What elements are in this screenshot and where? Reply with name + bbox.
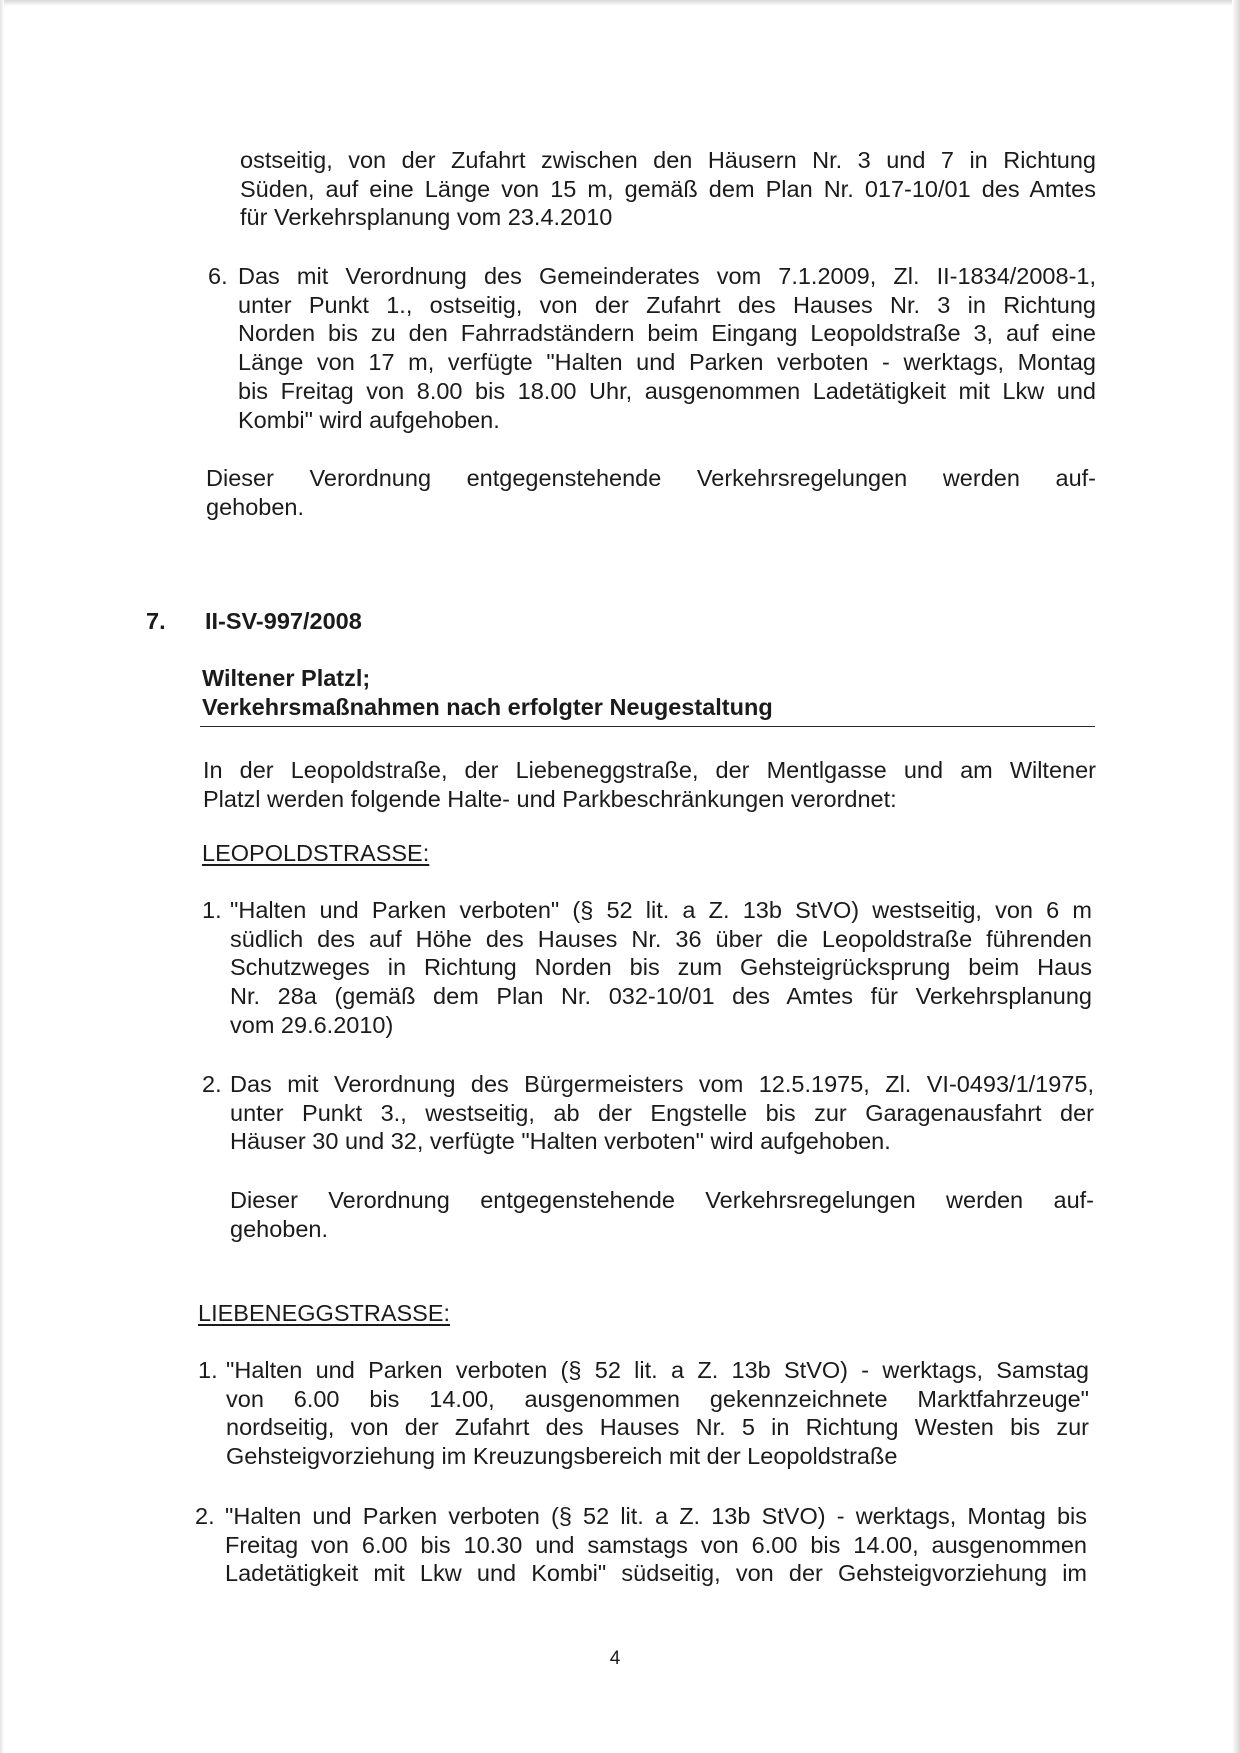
text-line: Kombi" wird aufgehoben. xyxy=(238,406,500,433)
scan-edge-right xyxy=(1232,0,1240,1753)
text-line: Gehsteigvorziehung im Kreuzungsbereich mit der Leopoldstraße xyxy=(226,1443,898,1470)
list-item-leopold-1 xyxy=(202,896,1092,1042)
text-line: Häuser 30 und 32, verfügte "Halten verboten" wird aufgehoben. xyxy=(230,1128,891,1155)
text-line: In der Leopoldstraße, der Liebeneggstraße, der Mentlgasse und am Wiltener xyxy=(203,757,1096,783)
title-line: Wiltener Platzl; xyxy=(202,665,371,691)
list-body xyxy=(230,896,1092,1040)
list-item-liebenegg-2 xyxy=(195,1502,1087,1590)
scan-edge-top xyxy=(0,0,1240,6)
text-line: Ladetätigkeit mit Lkw und Kombi" südseitig, von der Gehsteigvorziehung im xyxy=(225,1560,1087,1587)
text-line: "Halten und Parken verboten (§ 52 lit. a Z. 13b StVO) - werktags, Montag bis xyxy=(225,1503,1087,1529)
text-line: gehoben. xyxy=(206,493,305,520)
text-line: von 6.00 bis 14.00, ausgenommen gekennzeichnete Marktfahrzeuge" xyxy=(226,1385,1089,1412)
page-number: 4 xyxy=(609,1648,621,1669)
scan-edge-left xyxy=(0,0,4,1753)
list-body xyxy=(238,262,1096,434)
text-line: Das mit Verordnung des Gemeinderates vom 7.1.2009, Zl. II-1834/2008-1, xyxy=(238,263,1096,289)
repeal-notice xyxy=(206,464,1096,521)
text-line: für Verkehrsplanung vom 23.4.2010 xyxy=(240,204,613,231)
text-line: Süden, auf eine Länge von 15 m, gemäß dem Plan Nr. 017-10/01 des Amtes xyxy=(240,175,1096,202)
text-line: bis Freitag von 8.00 bis 18.00 Uhr, ausgenommen Ladetätigkeit mit Lkw und xyxy=(238,377,1096,404)
list-number: 2. xyxy=(195,1503,215,1529)
text-line: Norden bis zu den Fahrradständern beim Eingang Leopoldstraße 3, auf eine xyxy=(238,320,1096,347)
section-number: 7. xyxy=(146,608,166,634)
section-code: II-SV-997/2008 xyxy=(205,608,362,634)
text-line: Das mit Verordnung des Bürgermeisters vom 12.5.1975, Zl. VI-0493/1/1975, xyxy=(230,1071,1094,1097)
text-line: ostseitig, von der Zufahrt zwischen den Häusern Nr. 3 und 7 in Richtung xyxy=(240,147,1096,173)
text-line: Länge von 17 m, verfügte "Halten und Parken verboten - werktags, Montag xyxy=(238,349,1096,376)
text-line: Schutzweges in Richtung Norden bis zum Gehsteigrücksprung beim Haus xyxy=(230,954,1092,981)
text-line: vom 29.6.2010) xyxy=(230,1011,394,1038)
list-body xyxy=(225,1502,1087,1588)
list-body xyxy=(230,1070,1094,1156)
text-line: unter Punkt 3., westseitig, ab der Engstelle bis zur Garagenausfahrt der xyxy=(230,1099,1094,1126)
section-intro xyxy=(203,756,1096,813)
repeal-notice xyxy=(230,1186,1094,1243)
list-number: 1. xyxy=(202,897,222,923)
list-number: 6. xyxy=(208,263,228,289)
list-item-liebenegg-1 xyxy=(198,1356,1089,1474)
text-line: südlich des auf Höhe des Hauses Nr. 36 über die Leopoldstraße führenden xyxy=(230,925,1092,952)
list-number: 1. xyxy=(198,1357,218,1383)
text-line: Platzl werden folgende Halte- und Parkbeschränkungen verordnet: xyxy=(203,785,897,812)
text-line: Dieser Verordnung entgegenstehende Verkehrsregelungen werden auf- xyxy=(230,1187,1094,1213)
text-line: nordseitig, von der Zufahrt des Hauses Nr. 5 in Richtung Westen bis zur xyxy=(226,1414,1089,1441)
heading-liebeneggstrasse: LIEBENEGGSTRASSE: xyxy=(198,1300,451,1326)
text-line: unter Punkt 1., ostseitig, von der Zufahrt des Hauses Nr. 3 in Richtung xyxy=(238,291,1096,318)
title-underline xyxy=(200,726,1095,727)
list-item-6 xyxy=(208,262,1096,437)
list-number: 2. xyxy=(202,1071,222,1097)
title-line: Verkehrsmaßnahmen nach erfolgter Neugestaltung xyxy=(202,694,773,720)
text-line: Freitag von 6.00 bis 10.30 und samstags von 6.00 bis 14.00, ausgenommen xyxy=(225,1531,1087,1558)
list-body xyxy=(226,1356,1089,1471)
text-line: "Halten und Parken verboten" (§ 52 lit. a Z. 13b StVO) westseitig, von 6 m xyxy=(230,897,1092,923)
text-line: "Halten und Parken verboten (§ 52 lit. a Z. 13b StVO) - werktags, Samstag xyxy=(226,1357,1089,1383)
intro-continuation xyxy=(240,146,1096,232)
text-line: Dieser Verordnung entgegenstehende Verkehrsregelungen werden auf- xyxy=(206,465,1096,491)
heading-leopoldstrasse: LEOPOLDSTRASSE: xyxy=(202,840,430,866)
text-line: Nr. 28a (gemäß dem Plan Nr. 032-10/01 des Amtes für Verkehrsplanung xyxy=(230,983,1092,1010)
text-line: gehoben. xyxy=(230,1215,329,1242)
section-title xyxy=(202,664,1095,722)
list-item-leopold-2 xyxy=(202,1070,1094,1158)
